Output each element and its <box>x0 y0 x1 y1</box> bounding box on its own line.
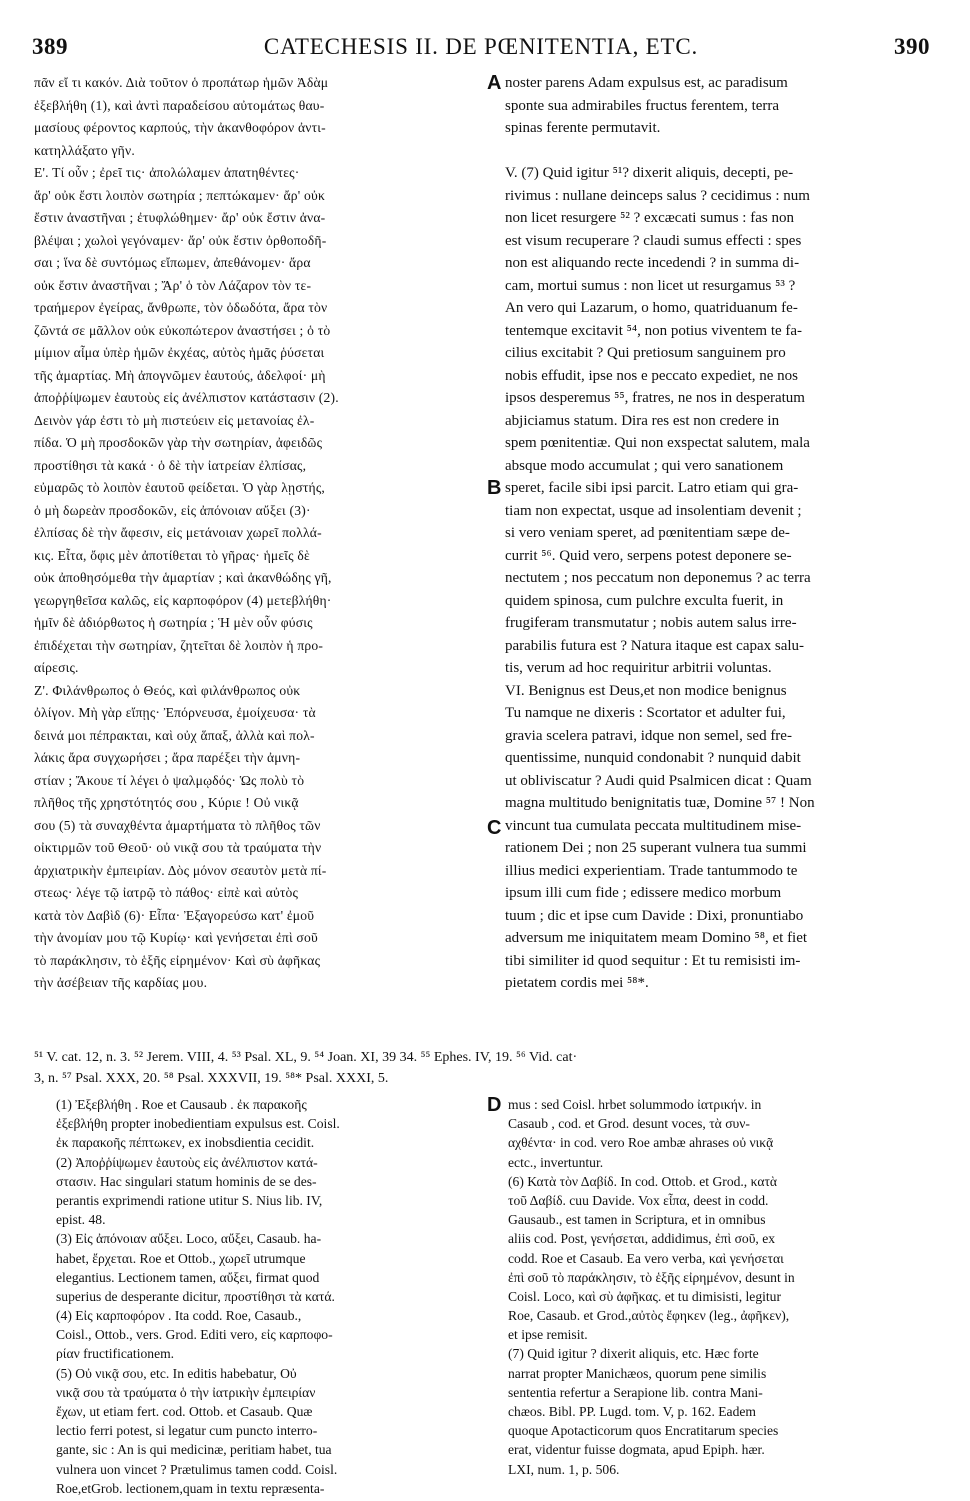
margin-marker-b: B <box>487 477 502 499</box>
greek-text-line: ἔστιν ἀναστῆναι ; ἐτυφλώθημεν· ἄρ' οὐκ ἔστιν ἀνα- <box>34 210 326 225</box>
note-line: (7) Quid igitur ? dixerit aliquis, etc. Hæc forte <box>508 1346 759 1362</box>
latin-text-line: An vero qui Lazarum, o homo, quatriduanum fe- <box>505 300 798 316</box>
greek-text-line: γεωργηθεῖσα καλῶς, εἰς καρποφόρον (4) μετεβλήθη· <box>34 592 332 608</box>
greek-text-column <box>34 72 490 995</box>
latin-text-line: spem pœnitentiæ. Qui non exspectat salutem, mala <box>505 435 810 451</box>
latin-text-line: tiam non expectat, usque ad insolentiam devenit ; <box>505 502 802 519</box>
greek-text-line: αίρεσις. <box>34 660 79 675</box>
greek-text-line: ὀλίγον. Μὴ γὰρ εἴπῃς· Ἐπόρνευσα, ἐμοίχευσα· τὰ <box>34 705 316 720</box>
greek-text-line: πλῆθος τῆς χρηστότητός σου , Κύριε ! Οὐ νικᾷ <box>34 795 299 810</box>
note-line: habet, ἔρχεται. Roe et Ottob., χωρεῖ utrumque <box>56 1250 306 1266</box>
note-line: aliis cod. Post, γενήσεται, addidimus, ἐπὶ σοῦ, ex <box>508 1231 776 1247</box>
reference-line: 3, n. ⁵⁷ Psal. XXX, 20. ⁵⁸ Psal. XXXVII, 19. ⁵⁸* Psal. XXXI, 5. <box>34 1071 389 1086</box>
note-line: narrat propter Manichæos, quorum pene similis <box>508 1365 767 1381</box>
footnote-references <box>34 1047 939 1089</box>
greek-text-line: ἐπιδέχεται τὴν σωτηρίαν, ζητεῖται δὲ λοιπὸν ἡ προ- <box>34 637 324 653</box>
greek-text-line: ζῶντά σε μᾶλλον οὐκ εὐκοπώτερον ἀναστήσει ; ὁ τὸ <box>34 322 331 338</box>
note-line: (4) Εἰς καρποφόρον . Ita codd. Roe, Casaub., <box>56 1308 302 1324</box>
margin-marker-c: C <box>487 817 502 839</box>
greek-text-line: τὸ παράκλησιν, τὸ ἑξῆς εἰρημένον· Καὶ σὺ ἀφῆκας <box>34 952 321 968</box>
latin-text-line: currit ⁵⁶. Quid vero, serpens potest deponere se- <box>505 547 792 564</box>
reference-line: ⁵¹ V. cat. 12, n. 3. ⁵² Jerem. VIII, 4. ⁵³ Psal. XL, 9. ⁵⁴ Joan. XI, 39 34. ⁵⁵ Ephes. IV, 19. ⁵⁶ Vid. cat· <box>34 1050 578 1065</box>
note-line: (1) Ἐξεβλήθη . Roe et Causaub . ἐκ παρακοῆς <box>56 1097 307 1112</box>
greek-text-line: ἀρχιατρικὴν ἐμπειρίαν. Δὸς μόνον σεαυτὸν μετὰ πί- <box>34 862 327 878</box>
note-line: Gausaub., est tamen in Scriptura, et in omnibus <box>508 1212 766 1228</box>
greek-text-line: στεως· λέγε τῷ ἰατρῷ τὸ πάθος· εἰπὲ καὶ αὐτὸς <box>34 885 299 900</box>
note-line: Coisl., Ottob., vers. Grod. Editi vero, εἰς καρποφο- <box>56 1327 333 1343</box>
greek-text-line: ἐλπίσας δὲ τὴν ἄφεσιν, εἰς μετάνοιαν χωρεῖ πολλά- <box>34 525 322 540</box>
note-line: τοῦ Δαβίδ. cuu Davide. Vox εἶπα, deest in codd. <box>508 1192 769 1208</box>
latin-text-line: tentemque excitavit ⁵⁴, non potius viventem te fa- <box>505 322 803 339</box>
latin-text-line: frugiferam transmutatur ; nobis autem salus irre- <box>505 615 797 631</box>
latin-text-line: quidem spinosa, cum pulchre exculta fuerit, in <box>505 592 784 609</box>
latin-text-line: est visum recuperare ? claudi sumus effecti : spes <box>505 232 802 249</box>
note-line: Casaub , cod. et Grod. desunt voces, τὰ συν- <box>508 1116 750 1132</box>
greek-text-line: τῆς ἁμαρτίας. Μὴ ἀπογνῶμεν ἑαυτούς, ἀδελφοί· μὴ <box>34 367 326 383</box>
note-line: elegantius. Lectionem tamen, αὔξει, firmat quod <box>56 1269 320 1285</box>
page-number-left: 389 <box>32 34 68 59</box>
note-line: erat, videntur fuisse dogmata, apud Epiph. hær. <box>508 1442 765 1458</box>
latin-text-line: ipsum illi cum fide ; edissere medico morbum <box>505 885 782 901</box>
greek-text-line: οὐκ ἀποθησόμεθα τὴν ἁμαρτίαν ; καὶ ἀκανθώδης γῆ, <box>34 570 332 585</box>
greek-text-line: μασίους φέροντος καρπούς, τὴν ἀκανθοφόρον ἀντι- <box>34 120 326 135</box>
note-line: sententia refertur a Serapione lib. contra Mani- <box>508 1384 763 1400</box>
latin-text-line: nobis effudit, ipse nos e peccato expediet, ne nos <box>505 367 798 384</box>
note-line: superius de desperante dicitur, προστίθησι τὰ κατά. <box>56 1288 335 1304</box>
greek-text-line: πίδα. Ὁ μὴ προσδοκῶν γὰρ τὴν σωτηρίαν, ἀφειδῶς <box>34 435 323 450</box>
note-line: (2) Ἀποῤῥίψωμεν ἑαυτοὺς εἰς ἀνέλπιστον κατά- <box>56 1154 318 1170</box>
latin-text-line: speret, facile sibi ipsi parcit. Latro etiam qui gra- <box>505 480 799 496</box>
latin-text-line: ipsos desperemus ⁵⁵, fratres, ne nos in desperatum <box>505 390 805 406</box>
latin-text-line: adversum me iniquitatem meam Domino ⁵⁸, et fiet <box>505 930 808 946</box>
latin-text-line: si vero veniam speret, ad pœnitentiam sæpe de- <box>505 525 790 541</box>
greek-text-line: Δεινὸν γάρ ἐστι τὸ μὴ πιστεύειν εἰς μετανοίας ἐλ- <box>34 412 315 428</box>
page-number-right: 390 <box>894 34 930 59</box>
latin-text-line: rivimus : nullane deinceps salus ? cecidimus : num <box>505 187 810 204</box>
latin-text-line: parabilis futura est ? Natura itaque est capax salu- <box>505 637 805 654</box>
greek-text-line: βλέψαι ; χωλοὶ γεγόναμεν· ἄρ' οὐκ ἔστιν ὀρθοποδῆ- <box>34 232 327 248</box>
greek-text-line: εὐμαρῶς τὸ λοιπὸν ἑαυτοῦ φείδεται. Ὁ γὰρ λῃστής, <box>34 480 326 495</box>
note-line: Coisl. Loco, καὶ σὺ ἀφῆκας. et tu dimisisti, legitur <box>508 1288 782 1304</box>
latin-text-line: gravia scelera patravi, idque non semel, sed fre- <box>505 727 792 744</box>
note-line: στασιν. Hac singulari statum hominis de se des- <box>56 1173 317 1189</box>
note-line: ectc., invertuntur. <box>508 1154 604 1170</box>
greek-text-line: τραήμερον ἐγείρας, ἄνθρωπε, τὸν ὀδωδότα, ἄρα τὸν <box>34 300 328 315</box>
greek-text-line: δεινά μοι πέπρακται, καὶ οὐχ ἅπαξ, ἀλλὰ καὶ πολ- <box>34 727 315 743</box>
note-line: quoque Apotacticorum quos Encratitarum species <box>508 1423 779 1439</box>
greek-text-line: ἀποῤῥίψωμεν ἑαυτοὺς εἰς ἀνέλπιστον κατάστασιν (2). <box>34 390 339 405</box>
note-line: gante, sic : An is qui medicinæ, peritiam habet, tua <box>56 1442 332 1458</box>
latin-text-line: cilius excitabit ? Qui pretiosum sanguinem pro <box>505 345 786 361</box>
latin-text-line: tuum ; dic et ipse cum Davide : Dixi, pronuntiabo <box>505 907 804 924</box>
latin-text-line: non licet resurgere ⁵² ? excæcati sumus : fas non <box>505 210 794 226</box>
latin-text-line: pietatem cordis mei ⁵⁸*. <box>505 975 649 991</box>
greek-text-line: ἄρ' οὐκ ἔστι λοιπὸν σωτηρία ; πεπτώκαμεν· ἄρ' οὐκ <box>34 187 326 203</box>
note-line: νικᾷ σου τὰ τραύματα ὁ τὴν ἰατρικὴν ἐμπειρίαν <box>56 1384 316 1400</box>
latin-text-line: abjiciamus statum. Dira res est non credere in <box>505 412 780 429</box>
latin-text-line: tis, verum ad hoc requiritur arbitrii voluntas. <box>505 660 772 676</box>
note-line: et ipse remisit. <box>508 1327 588 1343</box>
note-line: Roe, Casaub. et Grod.,αὐτὸς ἔφηκεν (leg., ἀφῆκεν), <box>508 1308 790 1324</box>
latin-text-line: magna multitudo benignitatis tuæ, Domine ⁵⁷ ! Non <box>505 795 815 811</box>
note-line: (6) Κατὰ τὸν Δαβίδ. In cod. Ottob. et Grod., κατὰ <box>508 1173 778 1189</box>
note-line: chæos. Bibl. PP. Lugd. tom. V, p. 162. Eadem <box>508 1404 756 1419</box>
latin-text-line <box>505 140 937 163</box>
note-line: ἐκ παρακοῆς πέπτωκεν, ex inobsdientia cecidit. <box>56 1135 315 1151</box>
greek-text-line: μίμιον αἷμα ὑπὲρ ἡμῶν ἐκχέας, αὐτὸς ἡμᾶς ῥύσεται <box>34 345 325 360</box>
note-line: vulnera uon vincet ? Prætulimus tamen codd. Coisl. <box>56 1461 338 1477</box>
greek-text-line: στίαν ; Ἄκουε τί λέγει ὁ ψαλμῳδός· Ὡς πολὺ τὸ <box>34 772 305 788</box>
greek-text-line: κατηλλάξατο γῆν. <box>34 142 135 158</box>
note-line: Roe,etGrob. lectionem,quam in textu repræsenta- <box>56 1480 325 1496</box>
greek-text-line: ἐξεβλήθη (1), καὶ ἀντὶ παραδείσου αὐτομάτως θαυ- <box>34 97 325 113</box>
note-line: ρίαν fructificationem. <box>56 1346 175 1362</box>
note-line: codd. Roe et Casaub. Ea vero verba, καὶ γενήσεται <box>508 1250 784 1266</box>
latin-text-line: sponte sua admirabiles fructus ferentem, terra <box>505 97 780 114</box>
page-header <box>32 34 930 64</box>
greek-text-line: ὁ μὴ δωρεὰν προσδοκῶν, εἰς ἀπόνοιαν αὔξει (3)· <box>34 502 311 518</box>
margin-marker-a: A <box>487 72 502 94</box>
greek-text-line: τὴν ἀσέβειαν τῆς καρδίας μου. <box>34 975 208 990</box>
latin-text-line: tibi similiter id quod sequitur : Et tu remisisti im- <box>505 952 801 969</box>
greek-text-line: Ε'. Τί οὖν ; ἐρεῖ τις· ἀπολώλαμεν ἀπατηθέντες· <box>34 165 300 180</box>
note-line: ἐξεβλήθη propter inobedientiam expulsus est. Coisl. <box>56 1116 340 1132</box>
note-line: (5) Οὐ νικᾷ σου, etc. In editis habebatur, Οὐ <box>56 1365 297 1381</box>
latin-text-line: vincunt tua cumulata peccata multitudinem mise- <box>505 817 802 834</box>
greek-text-line: προστίθησι τὰ κακά · ὁ δὲ τὴν ἰατρείαν ἐλπίσας, <box>34 457 307 473</box>
note-line: ἔχων, ut etiam fert. cod. Ottob. et Casaub. Quæ <box>56 1404 313 1419</box>
latin-text-line: nectutem ; nos peccatum non deponemus ? ac terra <box>505 570 811 586</box>
latin-text-line: quentissime, nunquid condonabit ? nunquid dabit <box>505 750 801 766</box>
note-line: (3) Εἰς ἀπόνοιαν αὔξει. Loco, αὔξει, Casaub. ha- <box>56 1231 322 1247</box>
greek-text-line: σαι ; ἵνα δὲ συντόμως εἴπωμεν, ἀπεθάνομεν· ἄρα <box>34 255 311 270</box>
running-title: CATECHESIS II. DE PŒNITENTIA, ETC. <box>263 34 699 59</box>
greek-text-line: λάκις ἄρα συγχωρήσει ; ἄρα παρέξει τὴν ἀμνη- <box>34 750 301 765</box>
margin-marker-d: D <box>487 1094 502 1116</box>
notes-right-column <box>508 1095 938 1479</box>
latin-text-line: absque modo accumulat ; qui vero sanationem <box>505 457 784 474</box>
greek-text-line: οὐκ ἔστιν ἀναστῆναι ; Ἄρ' ὁ τὸν Λάζαρον τὸν τε- <box>34 277 312 293</box>
greek-text-line: οἰκτιρμῶν τοῦ Θεοῦ· οὐ νικᾷ σου τὰ τραύματα τὴν <box>34 840 322 855</box>
latin-text-line: V. (7) Quid igitur ⁵¹? dixerit aliquis, decepti, pe- <box>505 165 794 181</box>
latin-text-line: spinas ferente permutavit. <box>505 120 661 136</box>
latin-text-line: illius medici experientiam. Trade tantummodo te <box>505 862 798 879</box>
latin-text-line: VI. Benignus est Deus,et non modice benignus <box>505 682 787 699</box>
notes-left-column <box>56 1095 486 1498</box>
latin-text-column <box>505 72 937 995</box>
greek-text-line: πᾶν εἴ τι κακόν. Διὰ τοῦτον ὁ προπάτωρ ἡμῶν Ἀδὰμ <box>34 75 329 90</box>
greek-text-line: σου (5) τὰ συναχθέντα ἁμαρτήματα τὸ πλῆθος τῶν <box>34 817 321 833</box>
note-line: lectio ferri potest, si legatur cum puncto interro- <box>56 1423 318 1439</box>
greek-text-line: κις. Εἶτα, ὄφις μὲν ἀποτίθεται τὸ γῆρας· ἡμεῖς δὲ <box>34 547 310 563</box>
greek-text-line: ἡμῖν δὲ ἀδιόρθωτος ἡ σωτηρία ; Ἡ μὲν οὖν φύσις <box>34 615 313 630</box>
greek-text-line: Ζ'. Φιλάνθρωπος ὁ Θεός, καὶ φιλάνθρωπος οὐκ <box>34 682 301 698</box>
greek-text-line: τὴν ἀνομίαν μου τῷ Κυρίῳ· καὶ γενήσεται ἐπὶ σοῦ <box>34 930 318 945</box>
latin-text-line: ut obliviscatur ? Audi quid Psalmicen dicat : Quam <box>505 772 812 789</box>
note-line: LXI, num. 1, p. 506. <box>508 1461 620 1477</box>
note-line: epist. 48. <box>56 1212 106 1228</box>
latin-text-line: non est aliquando recte incedendi ? in summa di- <box>505 255 800 271</box>
latin-text-line: Tu namque ne dixeris : Scortator et adulter fui, <box>505 705 786 721</box>
latin-text-line: noster parens Adam expulsus est, ac paradisum <box>505 75 788 91</box>
note-line: ἐπὶ σοῦ τὸ παράκλησιν, τὸ ἑξῆς εἰρημένον, desunt in <box>508 1269 795 1285</box>
note-line: αχθέντα· in cod. vero Roe ambæ ahrases οὐ νικᾷ <box>508 1135 774 1151</box>
note-line: mus : sed Coisl. hrbet solummodo ἰατρικήν. in <box>508 1097 762 1112</box>
latin-text-line: cam, mortui sumus : non licet ut resurgamus ⁵³ ? <box>505 277 796 294</box>
greek-text-line: κατὰ τὸν Δαβὶδ (6)· Εἶπα· Ἐξαγορεύσω κατ' ἐμοῦ <box>34 907 315 923</box>
note-line: perantis exprimendi ratione utitur S. Nius lib. IV, <box>56 1192 323 1208</box>
latin-text-line: rationem Dei ; non 25 superant vulnera tua summi <box>505 840 807 856</box>
